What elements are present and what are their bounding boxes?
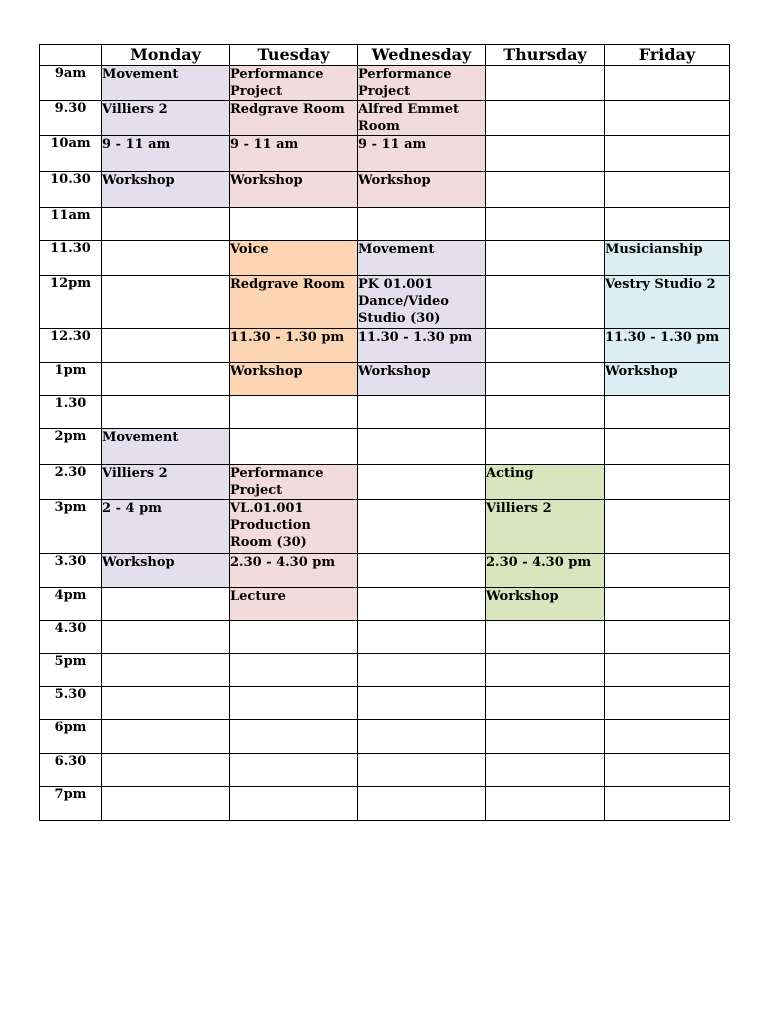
schedule-cell-tuesday: 2.30 - 4.30 pm [230, 554, 358, 588]
schedule-cell-tuesday: Workshop [230, 363, 358, 396]
time-slot-label: 9am [40, 66, 102, 101]
schedule-cell-tuesday: Performance Project [230, 465, 358, 500]
table-row [40, 241, 730, 276]
time-slot-label: 2.30 [40, 465, 102, 500]
schedule-cell-friday: Vestry Studio 2 [605, 276, 730, 329]
time-slot-label: 1.30 [40, 396, 102, 429]
schedule-cell-friday [605, 787, 730, 821]
schedule-cell-wednesday [358, 754, 486, 787]
schedule-cell-thursday [486, 720, 605, 754]
time-slot-label: 1pm [40, 363, 102, 396]
schedule-cell-wednesday: Workshop [358, 363, 486, 396]
schedule-cell-thursday [486, 754, 605, 787]
schedule-cell-monday [102, 396, 230, 429]
schedule-cell-tuesday: Workshop [230, 172, 358, 208]
schedule-cell-friday [605, 101, 730, 136]
time-slot-label: 6pm [40, 720, 102, 754]
table-row [40, 276, 730, 329]
schedule-cell-monday: 9 - 11 am [102, 136, 230, 172]
schedule-cell-friday [605, 208, 730, 241]
schedule-cell-friday [605, 465, 730, 500]
schedule-cell-tuesday [230, 396, 358, 429]
schedule-cell-thursday [486, 687, 605, 720]
schedule-cell-monday [102, 363, 230, 396]
schedule-cell-wednesday: Alfred Emmet Room [358, 101, 486, 136]
schedule-cell-monday [102, 208, 230, 241]
schedule-cell-tuesday: Redgrave Room [230, 101, 358, 136]
schedule-cell-friday [605, 588, 730, 621]
table-row [40, 720, 730, 754]
schedule-cell-friday [605, 754, 730, 787]
schedule-cell-friday: Musicianship [605, 241, 730, 276]
schedule-cell-tuesday [230, 429, 358, 465]
schedule-cell-tuesday [230, 654, 358, 687]
schedule-cell-wednesday [358, 554, 486, 588]
schedule-cell-wednesday [358, 208, 486, 241]
schedule-cell-monday: Movement [102, 429, 230, 465]
time-slot-label: 12.30 [40, 329, 102, 363]
schedule-cell-friday [605, 621, 730, 654]
schedule-cell-monday [102, 787, 230, 821]
schedule-cell-wednesday [358, 500, 486, 554]
schedule-cell-thursday [486, 241, 605, 276]
schedule-cell-tuesday: 9 - 11 am [230, 136, 358, 172]
schedule-cell-thursday [486, 136, 605, 172]
time-slot-label: 11.30 [40, 241, 102, 276]
schedule-cell-thursday [486, 654, 605, 687]
time-slot-label: 3.30 [40, 554, 102, 588]
schedule-cell-monday: Villiers 2 [102, 101, 230, 136]
schedule-cell-monday [102, 241, 230, 276]
schedule-cell-wednesday [358, 396, 486, 429]
day-header-wednesday: Wednesday [358, 45, 486, 66]
schedule-cell-friday [605, 554, 730, 588]
table-row [40, 687, 730, 720]
schedule-cell-monday [102, 754, 230, 787]
schedule-cell-wednesday: Movement [358, 241, 486, 276]
schedule-cell-thursday [486, 208, 605, 241]
schedule-cell-thursday: Villiers 2 [486, 500, 605, 554]
schedule-cell-monday: Workshop [102, 554, 230, 588]
schedule-cell-friday [605, 500, 730, 554]
time-slot-label: 12pm [40, 276, 102, 329]
table-row [40, 654, 730, 687]
schedule-cell-friday [605, 654, 730, 687]
day-header-monday: Monday [102, 45, 230, 66]
schedule-cell-monday [102, 687, 230, 720]
schedule-cell-wednesday: Workshop [358, 172, 486, 208]
schedule-cell-thursday [486, 101, 605, 136]
schedule-cell-monday [102, 276, 230, 329]
schedule-cell-thursday [486, 396, 605, 429]
schedule-cell-wednesday [358, 787, 486, 821]
schedule-cell-monday: Workshop [102, 172, 230, 208]
table-row [40, 66, 730, 101]
schedule-cell-thursday: Acting [486, 465, 605, 500]
schedule-cell-monday [102, 621, 230, 654]
schedule-cell-monday [102, 329, 230, 363]
table-row [40, 396, 730, 429]
schedule-cell-friday [605, 720, 730, 754]
schedule-cell-wednesday [358, 720, 486, 754]
schedule-cell-wednesday: 9 - 11 am [358, 136, 486, 172]
schedule-cell-wednesday [358, 588, 486, 621]
table-row [40, 101, 730, 136]
day-header-tuesday: Tuesday [230, 45, 358, 66]
schedule-cell-tuesday [230, 208, 358, 241]
schedule-cell-thursday [486, 429, 605, 465]
table-row [40, 465, 730, 500]
schedule-cell-tuesday: VL.01.001 Production Room (30) [230, 500, 358, 554]
schedule-cell-monday: 2 - 4 pm [102, 500, 230, 554]
schedule-cell-wednesday: 11.30 - 1.30 pm [358, 329, 486, 363]
schedule-cell-friday [605, 396, 730, 429]
schedule-cell-friday [605, 429, 730, 465]
table-row [40, 554, 730, 588]
time-slot-label: 10.30 [40, 172, 102, 208]
time-slot-label: 4pm [40, 588, 102, 621]
time-slot-label: 7pm [40, 787, 102, 821]
timetable-body [40, 66, 730, 821]
table-row [40, 363, 730, 396]
schedule-cell-thursday: Workshop [486, 588, 605, 621]
schedule-cell-tuesday: 11.30 - 1.30 pm [230, 329, 358, 363]
schedule-cell-monday: Villiers 2 [102, 465, 230, 500]
schedule-cell-tuesday [230, 720, 358, 754]
header-row [40, 45, 730, 66]
schedule-cell-wednesday [358, 621, 486, 654]
schedule-cell-friday [605, 66, 730, 101]
table-row [40, 429, 730, 465]
schedule-cell-monday [102, 588, 230, 621]
schedule-cell-tuesday [230, 687, 358, 720]
schedule-cell-thursday [486, 66, 605, 101]
schedule-cell-thursday [486, 329, 605, 363]
schedule-cell-tuesday: Performance Project [230, 66, 358, 101]
table-row [40, 172, 730, 208]
schedule-cell-thursday [486, 276, 605, 329]
schedule-cell-wednesday: PK 01.001 Dance/Video Studio (30) [358, 276, 486, 329]
timetable [39, 44, 730, 821]
schedule-cell-monday [102, 720, 230, 754]
schedule-cell-wednesday: Performance Project [358, 66, 486, 101]
time-slot-label: 5.30 [40, 687, 102, 720]
table-row [40, 621, 730, 654]
schedule-cell-tuesday [230, 787, 358, 821]
time-slot-label: 9.30 [40, 101, 102, 136]
schedule-cell-monday: Movement [102, 66, 230, 101]
schedule-cell-thursday [486, 621, 605, 654]
schedule-cell-friday [605, 687, 730, 720]
schedule-cell-thursday [486, 787, 605, 821]
schedule-cell-thursday [486, 172, 605, 208]
schedule-cell-thursday: 2.30 - 4.30 pm [486, 554, 605, 588]
time-slot-label: 4.30 [40, 621, 102, 654]
time-slot-label: 10am [40, 136, 102, 172]
schedule-cell-friday [605, 172, 730, 208]
schedule-cell-tuesday: Voice [230, 241, 358, 276]
schedule-cell-wednesday [358, 654, 486, 687]
schedule-cell-wednesday [358, 465, 486, 500]
schedule-cell-tuesday [230, 754, 358, 787]
time-slot-label: 3pm [40, 500, 102, 554]
time-slot-label: 11am [40, 208, 102, 241]
table-row [40, 588, 730, 621]
table-row [40, 329, 730, 363]
schedule-cell-monday [102, 654, 230, 687]
schedule-cell-tuesday: Lecture [230, 588, 358, 621]
day-header-thursday: Thursday [486, 45, 605, 66]
schedule-cell-friday: 11.30 - 1.30 pm [605, 329, 730, 363]
table-row [40, 208, 730, 241]
table-row [40, 754, 730, 787]
time-slot-label: 5pm [40, 654, 102, 687]
time-slot-label: 2pm [40, 429, 102, 465]
time-column-header [40, 45, 102, 66]
schedule-cell-friday [605, 136, 730, 172]
schedule-cell-wednesday [358, 429, 486, 465]
table-row [40, 136, 730, 172]
schedule-cell-friday: Workshop [605, 363, 730, 396]
schedule-cell-tuesday [230, 621, 358, 654]
schedule-cell-thursday [486, 363, 605, 396]
table-row [40, 500, 730, 554]
time-slot-label: 6.30 [40, 754, 102, 787]
day-header-friday: Friday [605, 45, 730, 66]
table-row [40, 787, 730, 821]
schedule-cell-wednesday [358, 687, 486, 720]
schedule-cell-tuesday: Redgrave Room [230, 276, 358, 329]
